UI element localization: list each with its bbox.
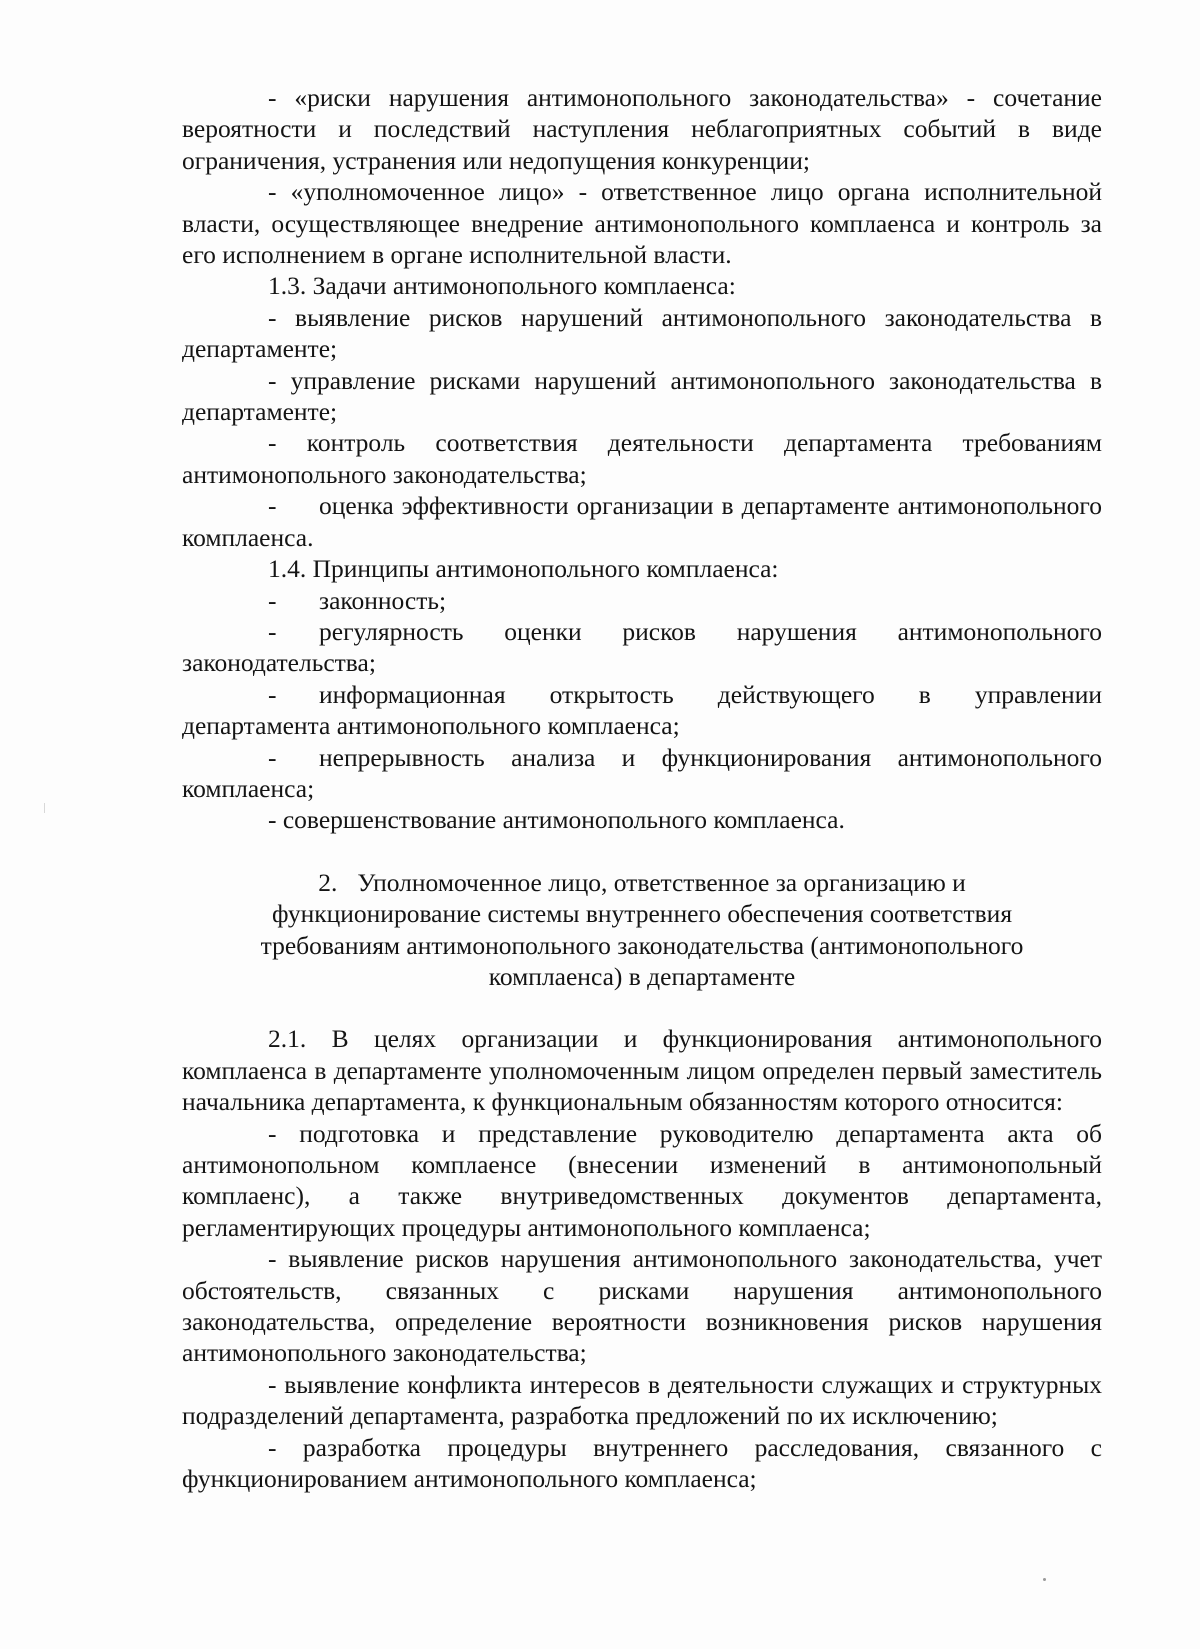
dash-marker: - bbox=[268, 679, 277, 709]
section-number: 2. bbox=[318, 867, 338, 897]
dash-marker: - bbox=[268, 742, 277, 772]
principles-heading: 1.4. Принципы антимонопольного комплаенса: bbox=[268, 554, 779, 584]
dash-marker: - bbox=[268, 585, 277, 615]
section-2-heading bbox=[182, 867, 1102, 993]
scan-artifact bbox=[44, 803, 45, 813]
tasks-heading: 1.3. Задачи антимонопольного комплаенса: bbox=[268, 271, 736, 301]
task-item: - управление рисками нарушений антимонопольного законодательства в департаменте; bbox=[182, 365, 1102, 427]
principle-item-text: информационная открытость действующего в управлении департамента антимонопольного комплаенса; bbox=[182, 679, 1102, 741]
principle-item bbox=[182, 679, 1102, 742]
task-item bbox=[182, 490, 1102, 553]
document-body bbox=[182, 82, 1102, 1494]
principle-item bbox=[182, 742, 1102, 805]
definition-risks: - «риски нарушения антимонопольного законодательства» - сочетание вероятности и последствий наступления неблагоприятных событий в виде ограничения, устранения или недопущения конкуренции; bbox=[182, 83, 1102, 175]
duty-item: - подготовка и представление руководителю департамента акта об антимонопольном комплаенсе (внесении изменений в антимонопольный комплаенс), а также внутриведомственных документов департамента, регламентирующих процедуры антимонопольного комплаенса; bbox=[182, 1118, 1102, 1242]
task-item-text: оценка эффективности организации в департаменте антимонопольного комплаенса. bbox=[182, 491, 1102, 552]
dash-marker: - bbox=[268, 491, 277, 521]
scan-speck bbox=[1043, 1578, 1046, 1581]
dash-marker: - bbox=[268, 616, 277, 646]
duty-item: - разработка процедуры внутреннего расследования, связанного с функционированием антимонопольного комплаенса; bbox=[182, 1432, 1102, 1494]
principle-item bbox=[182, 585, 1102, 616]
duty-item: - выявление конфликта интересов в деятельности служащих и структурных подразделений департамента, разработка предложений по их исключению; bbox=[182, 1369, 1102, 1431]
principle-item: - совершенствование антимонопольного комплаенса. bbox=[268, 805, 845, 835]
task-item: - контроль соответствия деятельности департамента требованиям антимонопольного законодательства; bbox=[182, 428, 1102, 489]
task-item: - выявление рисков нарушений антимонопольного законодательства в департаменте; bbox=[182, 302, 1102, 364]
duty-item: - выявление рисков нарушения антимонопольного законодательства, учет обстоятельств, связанных с рисками нарушения антимонопольного законодательства, определение вероятности возникновения рисков нарушения антимонопольного законодательства; bbox=[182, 1244, 1102, 1368]
principle-item-text: законность; bbox=[319, 585, 447, 615]
principle-item bbox=[182, 616, 1102, 679]
definition-authorized-person: - «уполномоченное лицо» - ответственное лицо органа исполнительной власти, осуществляющее внедрение антимонопольного комплаенса и контроль за его исполнением в органе исполнительной власти. bbox=[182, 177, 1102, 270]
paragraph-2-1: 2.1. В целях организации и функционирования антимонопольного комплаенса в департаменте уполномоченным лицом определен первый заместитель начальника департамента, к функциональным обязанностям которого относится: bbox=[182, 1024, 1102, 1117]
principle-item-text: регулярность оценки рисков нарушения антимонопольного законодательства; bbox=[182, 616, 1102, 678]
section-title: Уполномоченное лицо, ответственное за организацию и функционирование системы внутреннего обеспечения соответствия требованиям антимонопольного законодательства (антимонопольного комплаенса) в департаменте bbox=[260, 867, 1024, 991]
principle-item-text: непрерывность анализа и функционирования антимонопольного комплаенса; bbox=[182, 742, 1102, 803]
